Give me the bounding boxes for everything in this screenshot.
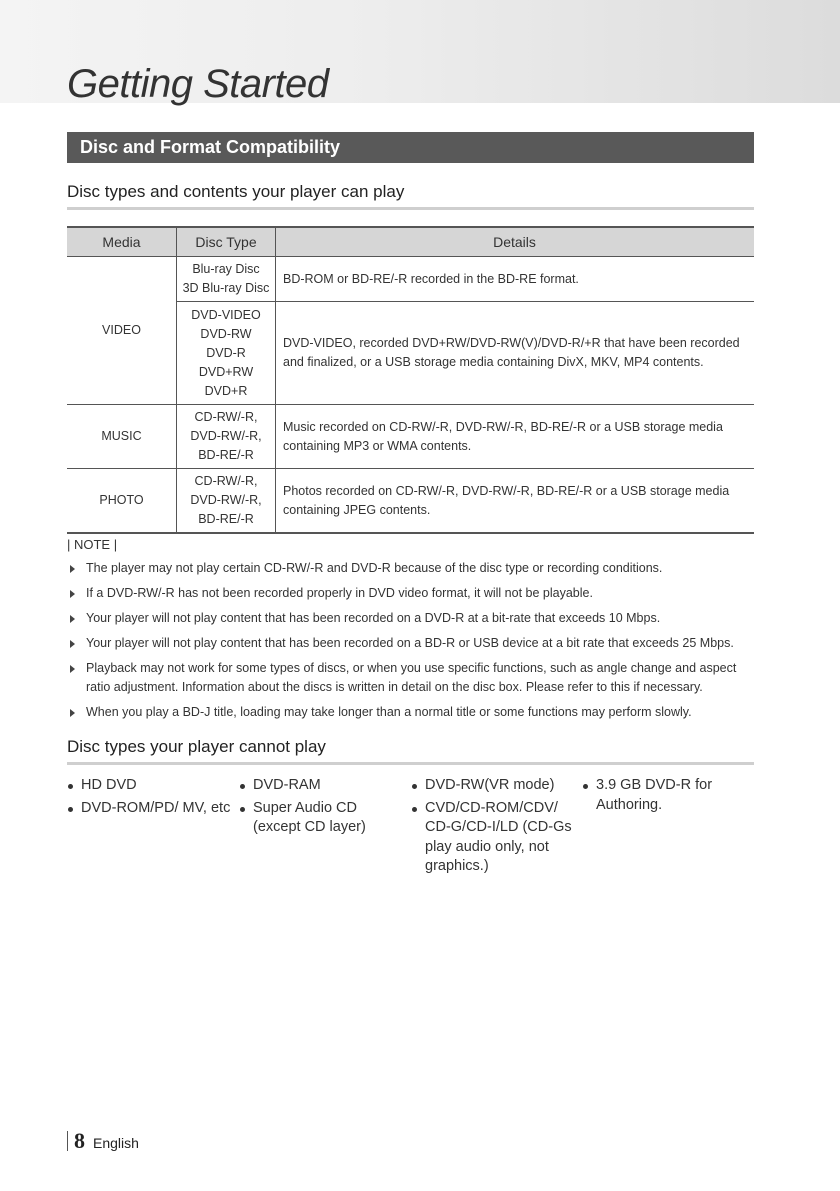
list-item: [239, 776, 407, 796]
disc-type-cell: [177, 257, 276, 302]
footer-language: English: [93, 1135, 139, 1151]
list-item-text: DVD-ROM/PD/ MV, etc: [81, 799, 231, 816]
disc-type: DVD-R: [206, 345, 246, 360]
media-cell-photo: PHOTO: [67, 469, 177, 534]
disc-type: DVD-RW/-R,: [190, 493, 262, 507]
details-cell: BD-ROM or BD-RE/-R recorded in the BD-RE format.: [276, 257, 755, 302]
arrow-bullet-icon: [70, 665, 75, 673]
bullet-dot-icon: [583, 784, 588, 789]
list-item: [67, 776, 235, 796]
bullet-dot-icon: [240, 807, 245, 812]
list-item-text: CVD/CD-ROM/CDV/ CD-G/CD-I/LD (CD-Gs play audio only, not graphics.): [425, 799, 572, 874]
arrow-bullet-icon: [70, 565, 75, 573]
details-cell: Music recorded on CD-RW/-R, DVD-RW/-R, BD-RE/-R or a USB storage media containing MP3 or WMA contents.: [276, 405, 755, 469]
disc-type: CD-RW/-R,: [194, 410, 258, 424]
note-item: [67, 584, 754, 603]
page-title: Getting Started: [67, 62, 329, 106]
list-item-text: HD DVD: [81, 777, 137, 793]
bullet-dot-icon: [68, 807, 73, 812]
disc-type-cell: [177, 302, 276, 405]
note-item: [67, 609, 754, 628]
disc-type: DVD-RW/-R,: [190, 429, 262, 443]
unplayable-column-1: [67, 776, 235, 821]
note-item: [67, 659, 754, 697]
unplayable-column-4: [582, 776, 750, 818]
disc-type: CD-RW/-R,: [194, 474, 258, 488]
unplayable-column-2: [239, 776, 407, 841]
list-item: [239, 799, 407, 838]
arrow-bullet-icon: [70, 640, 75, 648]
bullet-dot-icon: [68, 784, 73, 789]
note-item: [67, 703, 754, 722]
footer-divider: [67, 1131, 68, 1151]
unplayable-heading: Disc types your player cannot play: [67, 737, 754, 765]
unplayable-column-3: [411, 776, 579, 880]
note-item: [67, 634, 754, 653]
compatibility-table: [67, 226, 754, 534]
note-text: Your player will not play content that has been recorded on a BD-R or USB device at a bit rate that exceeds 25 Mbps.: [86, 636, 734, 650]
disc-type-cell: [177, 405, 276, 469]
column-header-disc-type: Disc Type: [177, 227, 276, 257]
details-cell: DVD-VIDEO, recorded DVD+RW/DVD-RW(V)/DVD-R/+R that have been recorded and finalized, or a USB storage media containing DivX, MKV, MP4 contents.: [276, 302, 755, 405]
disc-type: 3D Blu-ray Disc: [182, 281, 270, 295]
bullet-dot-icon: [240, 784, 245, 789]
note-text: If a DVD-RW/-R has not been recorded properly in DVD video format, it will not be playable.: [86, 586, 593, 600]
disc-type: Blu-ray Disc: [192, 262, 260, 276]
list-item-text: DVD-RW(VR mode): [425, 777, 555, 793]
note-text: When you play a BD-J title, loading may take longer than a normal title or some functions may perform slowly.: [86, 705, 692, 719]
table-row: [67, 257, 754, 302]
list-item-text: 3.9 GB DVD-R for Authoring.: [596, 777, 713, 813]
bullet-dot-icon: [412, 784, 417, 789]
disc-type-cell: [177, 469, 276, 534]
note-text: Playback may not work for some types of discs, or when you use specific functions, such as angle change and aspect ratio adjustment. Information about the discs is written in detail on the disc box. Please refer to this if necessary.: [86, 661, 737, 694]
disc-type: DVD-VIDEO: [191, 307, 261, 322]
list-item: [67, 799, 235, 819]
note-item: [67, 559, 754, 578]
details-cell: Photos recorded on CD-RW/-R, DVD-RW/-R, BD-RE/-R or a USB storage media containing JPEG contents.: [276, 469, 755, 534]
arrow-bullet-icon: [70, 709, 75, 717]
table-row: [67, 469, 754, 534]
note-list: [67, 559, 754, 728]
media-cell-video: VIDEO: [67, 257, 177, 405]
table-header-row: [67, 227, 754, 257]
page-number: 8: [74, 1128, 85, 1153]
disc-type: DVD+R: [204, 383, 248, 398]
media-cell-music: MUSIC: [67, 405, 177, 469]
playable-heading: Disc types and contents your player can play: [67, 182, 754, 210]
column-header-details: Details: [276, 227, 755, 257]
disc-type: DVD+RW: [198, 364, 254, 379]
bullet-dot-icon: [412, 807, 417, 812]
note-label: | NOTE |: [67, 537, 118, 552]
arrow-bullet-icon: [70, 590, 75, 598]
note-text: Your player will not play content that has been recorded on a DVD-R at a bit-rate that exceeds 10 Mbps.: [86, 611, 661, 625]
disc-type: BD-RE/-R: [198, 448, 254, 462]
list-item-text: DVD-RAM: [253, 777, 321, 793]
note-text: The player may not play certain CD-RW/-R and DVD-R because of the disc type or recording conditions.: [86, 561, 663, 575]
section-title-bar: [67, 132, 754, 163]
list-item: [411, 776, 579, 796]
column-header-media: Media: [67, 227, 177, 257]
table-row: [67, 405, 754, 469]
section-title: Disc and Format Compatibility: [80, 137, 341, 157]
list-item: [411, 799, 579, 877]
arrow-bullet-icon: [70, 615, 75, 623]
disc-type: DVD-RW: [200, 326, 252, 341]
list-item-text: Super Audio CD (except CD layer): [253, 799, 366, 835]
list-item: [582, 776, 750, 815]
disc-type: BD-RE/-R: [198, 512, 254, 526]
page-footer: [67, 1128, 139, 1154]
